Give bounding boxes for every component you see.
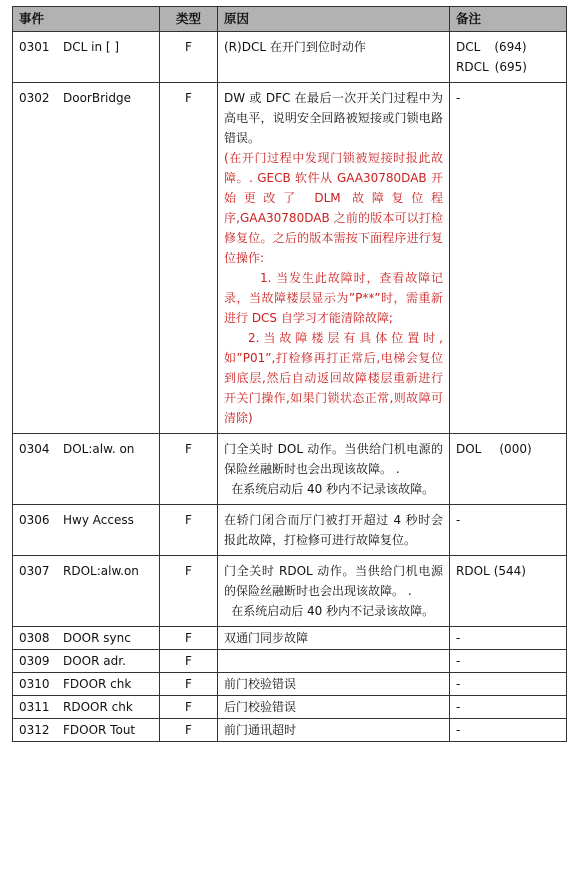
type-cell: F bbox=[160, 83, 218, 434]
type-cell: F bbox=[160, 696, 218, 719]
reason-cell bbox=[218, 505, 450, 556]
table-row bbox=[13, 696, 567, 719]
reason-step-2: 2.当故障楼层有具体位置时,如”P01”,打检修再打正常后,电梯会复位到底层,然后自动返回故障楼层重新进行开关门操作,如果门锁状态正常,则故障可清除) bbox=[224, 331, 443, 425]
event-code: 0306 bbox=[19, 513, 50, 527]
event-code: 0310 bbox=[19, 677, 50, 691]
reason-cell bbox=[218, 650, 450, 673]
event-name: DOL:alw. on bbox=[63, 442, 135, 456]
event-cell bbox=[13, 83, 160, 434]
note-label: DCL bbox=[456, 40, 481, 54]
event-cell bbox=[13, 556, 160, 627]
note-value: (694) bbox=[494, 40, 527, 54]
event-code: 0312 bbox=[19, 723, 50, 737]
note-value: (695) bbox=[494, 60, 527, 74]
table-row bbox=[13, 32, 567, 83]
table-row bbox=[13, 83, 567, 434]
note-cell bbox=[450, 434, 567, 505]
note-value: (544) bbox=[493, 564, 526, 578]
note-cell: - bbox=[450, 719, 567, 742]
event-name: FDOOR Tout bbox=[63, 723, 136, 737]
note-cell: - bbox=[450, 627, 567, 650]
reason-text: 在系统启动后 40 秒内不记录该故障。 bbox=[231, 482, 435, 496]
event-name: RDOOR chk bbox=[63, 700, 133, 714]
note-cell: - bbox=[450, 83, 567, 434]
note-label: RDOL bbox=[456, 564, 490, 578]
event-cell bbox=[13, 719, 160, 742]
note-cell bbox=[450, 556, 567, 627]
reason-cell: 双通门同步故障 bbox=[218, 627, 450, 650]
table-row bbox=[13, 719, 567, 742]
event-code: 0308 bbox=[19, 631, 50, 645]
reason-step-1: 1. 当发生此故障时，查看故障记录，当故障楼层显示为”P**”时，需重新进行 DCS 自学习才能清除故障; bbox=[224, 271, 443, 325]
table-row bbox=[13, 627, 567, 650]
table-row bbox=[13, 650, 567, 673]
event-name: DCL in [ ] bbox=[63, 40, 120, 54]
event-cell bbox=[13, 696, 160, 719]
note-line bbox=[456, 561, 560, 581]
reason-text: 在系统启动后 40 秒内不记录该故障。 bbox=[231, 604, 435, 618]
header-row bbox=[13, 7, 567, 32]
event-name: FDOOR chk bbox=[63, 677, 132, 691]
note-label: RDCL bbox=[456, 60, 489, 74]
type-cell: F bbox=[160, 719, 218, 742]
event-name: DOOR adr. bbox=[63, 654, 126, 668]
reason-cell bbox=[218, 32, 450, 83]
note-label: DOL bbox=[456, 442, 482, 456]
event-code: 0301 bbox=[19, 40, 50, 54]
type-cell: F bbox=[160, 505, 218, 556]
event-cell bbox=[13, 434, 160, 505]
event-name: Hwy Access bbox=[63, 513, 134, 527]
table-row bbox=[13, 505, 567, 556]
type-cell: F bbox=[160, 650, 218, 673]
note-line bbox=[456, 57, 560, 77]
header-event: 事件 bbox=[13, 7, 160, 32]
event-cell bbox=[13, 673, 160, 696]
event-cell bbox=[13, 627, 160, 650]
note-line bbox=[456, 439, 560, 459]
event-code: 0304 bbox=[19, 442, 50, 456]
note-cell: - bbox=[450, 696, 567, 719]
note-cell: - bbox=[450, 650, 567, 673]
type-cell: F bbox=[160, 32, 218, 83]
reason-text: 在轿门闭合而厅门被打开超过 4 秒时会报此故障，打检修可进行故障复位。 bbox=[224, 513, 443, 547]
type-cell: F bbox=[160, 673, 218, 696]
type-cell: F bbox=[160, 556, 218, 627]
reason-cell bbox=[218, 556, 450, 627]
reason-text: 门全关时 RDOL 动作。当供给门机电源的保险丝融断时也会出现该故障。 . bbox=[224, 564, 443, 598]
reason-text: DW 或 DFC 在最后一次开关门过程中为高电平，说明安全回路被短接或门锁电路错误。 bbox=[224, 91, 443, 145]
reason-text: 门全关时 DOL 动作。当供给门机电源的保险丝融断时也会出现该故障。 . bbox=[224, 442, 443, 476]
reason-text: (R)DCL 在开门到位时动作 bbox=[224, 40, 366, 54]
event-name: RDOL:alw.on bbox=[63, 564, 139, 578]
reason-cell: 后门校验错误 bbox=[218, 696, 450, 719]
table-row bbox=[13, 673, 567, 696]
event-code: 0302 bbox=[19, 91, 50, 105]
type-cell: F bbox=[160, 434, 218, 505]
note-cell: - bbox=[450, 673, 567, 696]
fault-code-table bbox=[12, 6, 567, 742]
event-code: 0307 bbox=[19, 564, 50, 578]
header-note: 备注 bbox=[450, 7, 567, 32]
header-reason: 原因 bbox=[218, 7, 450, 32]
note-cell bbox=[450, 32, 567, 83]
table-row bbox=[13, 556, 567, 627]
type-cell: F bbox=[160, 627, 218, 650]
event-code: 0311 bbox=[19, 700, 50, 714]
event-cell bbox=[13, 505, 160, 556]
event-code: 0309 bbox=[19, 654, 50, 668]
note-cell: - bbox=[450, 505, 567, 556]
event-name: DOOR sync bbox=[63, 631, 131, 645]
table-row bbox=[13, 434, 567, 505]
reason-cell bbox=[218, 434, 450, 505]
reason-cell: 前门校验错误 bbox=[218, 673, 450, 696]
note-line bbox=[456, 37, 560, 57]
note-value: (000) bbox=[499, 442, 532, 456]
reason-cell: 前门通讯超时 bbox=[218, 719, 450, 742]
reason-cell bbox=[218, 83, 450, 434]
event-cell bbox=[13, 650, 160, 673]
event-cell bbox=[13, 32, 160, 83]
header-type: 类型 bbox=[160, 7, 218, 32]
event-name: DoorBridge bbox=[63, 91, 131, 105]
reason-text-warning: (在开门过程中发现门锁被短接时报此故障。. GECB 软件从 GAA30780DAB 开始更改了 DLM 故障复位程序,GAA30780DAB 之前的版本可以打检修复位。之后的版本需按下面程序进行复位操作: bbox=[224, 151, 443, 265]
